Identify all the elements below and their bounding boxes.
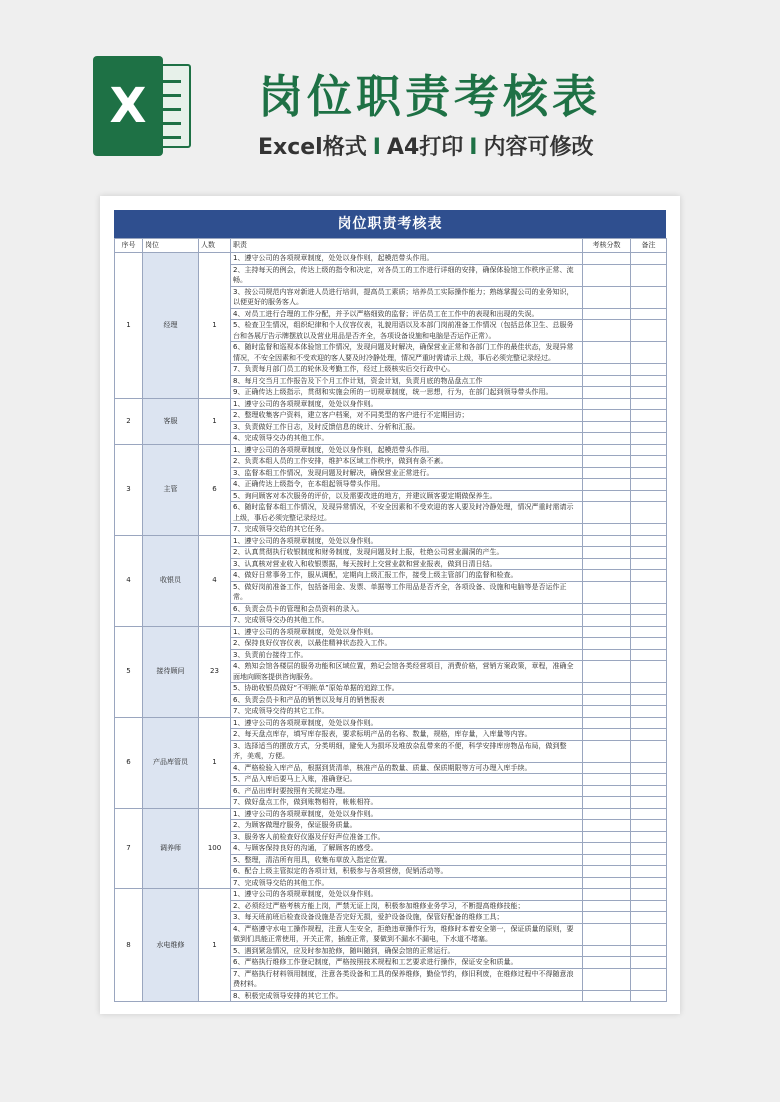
- duty-cell: 5、产品入库后要马上入账，准确登记。: [231, 774, 583, 786]
- hero-subtitle: [258, 130, 593, 161]
- table-row: [115, 717, 667, 729]
- note-cell[interactable]: [631, 410, 667, 422]
- note-cell[interactable]: [631, 889, 667, 901]
- duty-cell: 1、遵守公司的各项规章制度，处处以身作则。: [231, 398, 583, 410]
- note-cell[interactable]: [631, 957, 667, 969]
- score-cell[interactable]: [583, 398, 631, 410]
- post-name: 产品库管员: [143, 717, 199, 808]
- duty-cell: 3、选择适当的摆放方式，分类明细，避免人为损坏及堆放杂乱带来的不便，科学安排库房物品布局，做到整齐，美观，方便。: [231, 740, 583, 762]
- sheet-title: 岗位职责考核表: [114, 210, 666, 238]
- duty-cell: 7、完成领导交办的其他工作。: [231, 615, 583, 627]
- note-cell[interactable]: [631, 467, 667, 479]
- score-cell[interactable]: [583, 683, 631, 695]
- score-cell[interactable]: [583, 808, 631, 820]
- post-name: 接待顾问: [143, 626, 199, 717]
- duty-cell: 9、正确传达上级指示，贯彻和实施会所的一切规章制度，统一思想，行为，在部门起到领导带头作用。: [231, 387, 583, 399]
- score-cell[interactable]: [583, 774, 631, 786]
- score-cell[interactable]: [583, 479, 631, 491]
- duty-cell: 7、负责每月部门员工的轮休及考勤工作，经过上级核实后交行政中心。: [231, 364, 583, 376]
- note-cell[interactable]: [631, 286, 667, 308]
- score-cell[interactable]: [583, 638, 631, 650]
- note-cell[interactable]: [631, 683, 667, 695]
- row-number: 3: [115, 444, 143, 535]
- score-cell[interactable]: [583, 264, 631, 286]
- score-cell[interactable]: [583, 889, 631, 901]
- table-row: [115, 253, 667, 265]
- score-cell[interactable]: [583, 820, 631, 832]
- note-cell[interactable]: [631, 923, 667, 945]
- duty-cell: 4、严格检验入库产品，根据到货清单，核准产品的数量、质量、保质期限等方可办理入库手续。: [231, 762, 583, 774]
- duty-cell: 2、必须经过严格考核方能上岗，严禁无证上岗，积极参加维修业务学习，不断提高维修技能；: [231, 900, 583, 912]
- score-cell[interactable]: [583, 706, 631, 718]
- score-cell[interactable]: [583, 957, 631, 969]
- score-cell[interactable]: [583, 615, 631, 627]
- note-cell[interactable]: [631, 740, 667, 762]
- table-row: [115, 626, 667, 638]
- note-cell[interactable]: [631, 831, 667, 843]
- duty-cell: 5、整理，清洁所有用具，收集布草放入指定位置。: [231, 854, 583, 866]
- row-number: 5: [115, 626, 143, 717]
- note-cell[interactable]: [631, 524, 667, 536]
- note-cell[interactable]: [631, 433, 667, 445]
- table-row: [115, 808, 667, 820]
- duty-cell: 7、严格执行材料领用制度，注意各类设备和工具的保养维修，勤俭节约，修旧利废，在维修过程中不得随意浪费材料。: [231, 968, 583, 990]
- score-cell[interactable]: [583, 785, 631, 797]
- score-cell[interactable]: [583, 912, 631, 924]
- note-cell[interactable]: [631, 808, 667, 820]
- row-number: 7: [115, 808, 143, 889]
- subtitle-separator: I: [372, 135, 381, 160]
- subtitle-print: A4打印: [386, 135, 464, 160]
- note-cell[interactable]: [631, 558, 667, 570]
- note-cell[interactable]: [631, 479, 667, 491]
- note-cell[interactable]: [631, 320, 667, 342]
- table-row: [115, 444, 667, 456]
- note-cell[interactable]: [631, 900, 667, 912]
- score-cell[interactable]: [583, 831, 631, 843]
- duty-cell: 4、与顾客保持良好的沟通，了解顾客的感受。: [231, 843, 583, 855]
- note-cell[interactable]: [631, 444, 667, 456]
- score-cell[interactable]: [583, 854, 631, 866]
- duty-cell: 2、负责本组人员的工作安排，维护本区域工作秩序，做到有条不紊。: [231, 456, 583, 468]
- note-cell[interactable]: [631, 535, 667, 547]
- note-cell[interactable]: [631, 785, 667, 797]
- score-cell[interactable]: [583, 603, 631, 615]
- note-cell[interactable]: [631, 603, 667, 615]
- note-cell[interactable]: [631, 945, 667, 957]
- row-number: 8: [115, 889, 143, 1002]
- excel-icon: [93, 56, 193, 156]
- note-cell[interactable]: [631, 661, 667, 683]
- row-number: 2: [115, 398, 143, 444]
- note-cell[interactable]: [631, 866, 667, 878]
- note-cell[interactable]: [631, 581, 667, 603]
- score-cell[interactable]: [583, 558, 631, 570]
- duty-cell: 6、随时监督本组工作情况，及现异常情况，不安全因素和不受欢迎的客人要及时冷静处理，情况严重时需请示上级，事后必须完整记录经过。: [231, 502, 583, 524]
- score-cell[interactable]: [583, 729, 631, 741]
- duty-cell: 1、遵守公司的各项规章制度，处处以身作则。: [231, 808, 583, 820]
- subtitle-format: Excel格式: [258, 135, 367, 160]
- duty-cell: 1、遵守公司的各项规章制度，处处以身作则。: [231, 889, 583, 901]
- note-cell[interactable]: [631, 547, 667, 559]
- duty-cell: 5、做好岗前准备工作，包括备用金、发票、单据等工作用品是否齐全，各项设备、设施和电脑等是否运作正常。: [231, 581, 583, 603]
- score-cell[interactable]: [583, 456, 631, 468]
- duty-cell: 6、负责会员卡的管理和会员资料的录入。: [231, 603, 583, 615]
- duty-cell: 2、保持良好仪容仪表，以最佳精神状态投入工作。: [231, 638, 583, 650]
- headcount: 4: [199, 535, 231, 626]
- duty-cell: 3、每天班前班后检查设备设施是否完好无损，爱护设备设施，保管好配备的维修工具；: [231, 912, 583, 924]
- excel-letter: X: [93, 56, 163, 156]
- score-cell[interactable]: [583, 797, 631, 809]
- score-cell[interactable]: [583, 253, 631, 265]
- score-cell[interactable]: [583, 410, 631, 422]
- note-cell[interactable]: [631, 968, 667, 990]
- duty-cell: 7、完成领导交给的其它任务。: [231, 524, 583, 536]
- note-cell[interactable]: [631, 421, 667, 433]
- score-cell[interactable]: [583, 535, 631, 547]
- table-row: [115, 398, 667, 410]
- note-cell[interactable]: [631, 638, 667, 650]
- duty-cell: 4、完成领导交办的其他工作。: [231, 433, 583, 445]
- note-cell[interactable]: [631, 717, 667, 729]
- score-cell[interactable]: [583, 547, 631, 559]
- headcount: 6: [199, 444, 231, 535]
- duty-cell: 1、遵守公司的各项规章制度，处处以身作则，起模范带头作用。: [231, 253, 583, 265]
- row-number: 6: [115, 717, 143, 808]
- score-cell[interactable]: [583, 762, 631, 774]
- score-cell[interactable]: [583, 843, 631, 855]
- score-cell[interactable]: [583, 342, 631, 364]
- note-cell[interactable]: [631, 264, 667, 286]
- duty-cell: 6、配合上级主管拟定的各项计划，积极参与各项营傍，促销活动等。: [231, 866, 583, 878]
- note-cell[interactable]: [631, 364, 667, 376]
- hero-banner: [0, 0, 780, 190]
- score-cell[interactable]: [583, 308, 631, 320]
- score-cell[interactable]: [583, 990, 631, 1002]
- note-cell[interactable]: [631, 820, 667, 832]
- duty-cell: 1、遵守公司的各项规章制度，处处以身作则。: [231, 626, 583, 638]
- headcount: 1: [199, 253, 231, 399]
- note-cell[interactable]: [631, 615, 667, 627]
- duty-cell: 7、完成领导交给的其他工作。: [231, 877, 583, 889]
- score-cell[interactable]: [583, 433, 631, 445]
- note-cell[interactable]: [631, 854, 667, 866]
- duty-table: [114, 238, 667, 1002]
- post-name: 经理: [143, 253, 199, 399]
- headcount: 1: [199, 398, 231, 444]
- header-no: 序号: [115, 239, 143, 253]
- spreadsheet-page: [100, 196, 680, 1014]
- duty-cell: 4、严格遵守水电工操作规程，注意人生安全，拒绝违章操作行为，维修时本着安全第一，保证质量的原则，要做到们具能正常使用，开关正常，插座正常，要做到不漏水不漏电，下水道不堵塞。: [231, 923, 583, 945]
- score-cell[interactable]: [583, 649, 631, 661]
- note-cell[interactable]: [631, 649, 667, 661]
- note-cell[interactable]: [631, 570, 667, 582]
- score-cell[interactable]: [583, 364, 631, 376]
- note-cell[interactable]: [631, 342, 667, 364]
- duty-cell: 8、积极完成领导安排的其它工作。: [231, 990, 583, 1002]
- score-cell[interactable]: [583, 421, 631, 433]
- score-cell[interactable]: [583, 694, 631, 706]
- score-cell[interactable]: [583, 320, 631, 342]
- hero-title: 岗位职责考核表: [258, 70, 602, 123]
- duty-cell: 7、完成领导交待的其它工作。: [231, 706, 583, 718]
- note-cell[interactable]: [631, 490, 667, 502]
- note-cell[interactable]: [631, 912, 667, 924]
- headcount: 23: [199, 626, 231, 717]
- score-cell[interactable]: [583, 717, 631, 729]
- header-post: 岗位: [143, 239, 199, 253]
- note-cell[interactable]: [631, 398, 667, 410]
- note-cell[interactable]: [631, 694, 667, 706]
- table-body: [115, 253, 667, 1002]
- note-cell[interactable]: [631, 843, 667, 855]
- score-cell[interactable]: [583, 866, 631, 878]
- header-row: [115, 239, 667, 253]
- note-cell[interactable]: [631, 308, 667, 320]
- duty-cell: 4、正确传达上级指令，在本组起领导带头作用。: [231, 479, 583, 491]
- post-name: 客服: [143, 398, 199, 444]
- score-cell[interactable]: [583, 490, 631, 502]
- header-note: 备注: [631, 239, 667, 253]
- score-cell[interactable]: [583, 968, 631, 990]
- duty-cell: 5、协助收银员做好“不明帐单”原始单据的追踪工作。: [231, 683, 583, 695]
- post-name: 主管: [143, 444, 199, 535]
- row-number: 1: [115, 253, 143, 399]
- duty-cell: 5、遇到紧急情况，应及时参加抢修，随叫随到，确保会馆的正常运行。: [231, 945, 583, 957]
- subtitle-editable: 内容可修改: [483, 135, 594, 160]
- duty-cell: 8、每月交当月工作报告及下个月工作计划，资金计划，负责月底的物品盘点工作: [231, 375, 583, 387]
- table-row: [115, 889, 667, 901]
- note-cell[interactable]: [631, 762, 667, 774]
- duty-cell: 1、遵守公司的各项规章制度，处处以身作则，起模范带头作用。: [231, 444, 583, 456]
- header-count: 人数: [199, 239, 231, 253]
- score-cell[interactable]: [583, 581, 631, 603]
- note-cell[interactable]: [631, 253, 667, 265]
- header-score: 考核分数: [583, 239, 631, 253]
- duty-cell: 6、严格执行维修工作登记制度，严格按照技术规程和工艺要求进行操作，保证安全和质量。: [231, 957, 583, 969]
- note-cell[interactable]: [631, 774, 667, 786]
- note-cell[interactable]: [631, 626, 667, 638]
- row-number: 4: [115, 535, 143, 626]
- duty-cell: 6、随时监督和巡视本体验馆工作情况，发现问题及时解决，确保营业正常和各部门工作的最佳状态，发现异常情况，不安全因素和不受欢迎的客人要及时冷静处理，情况严重时需请示上级，事后必须完整记录经过。: [231, 342, 583, 364]
- duty-cell: 6、产品出库时要按照有关规定办理。: [231, 785, 583, 797]
- duty-cell: 1、遵守公司的各项规章制度，处处以身作则。: [231, 717, 583, 729]
- score-cell[interactable]: [583, 923, 631, 945]
- duty-cell: 3、按公司规范内容对新进人员进行培训，提高员工素质；培养员工实际操作能力；熟练掌握公司的业务知识，以便更好的服务客人。: [231, 286, 583, 308]
- duty-cell: 2、为顾客做理疗服务，保证服务质量。: [231, 820, 583, 832]
- duty-cell: 3、负责做好工作日志，及时反馈信息的统计、分析和汇报。: [231, 421, 583, 433]
- score-cell[interactable]: [583, 387, 631, 399]
- headcount: 1: [199, 889, 231, 1002]
- duty-cell: 4、对员工进行合理的工作分配，并予以严格细致的监督；评估员工在工作中的表现和出现的失误。: [231, 308, 583, 320]
- duty-cell: 2、主持每天的例会，传达上级的指令和决定，对各员工的工作进行详细的安排，确保体验馆工作秩序正常、流畅。: [231, 264, 583, 286]
- headcount: 1: [199, 717, 231, 808]
- duty-cell: 3、服务客人前检查好仪器及仔好声位准备工作。: [231, 831, 583, 843]
- duty-cell: 3、负责前台接待工作。: [231, 649, 583, 661]
- note-cell[interactable]: [631, 456, 667, 468]
- score-cell[interactable]: [583, 502, 631, 524]
- duty-cell: 3、认真核对营业收入和收银票据，每天按时上交营业款和营业报表，做到日清日结。: [231, 558, 583, 570]
- score-cell[interactable]: [583, 877, 631, 889]
- note-cell[interactable]: [631, 375, 667, 387]
- post-name: 收银员: [143, 535, 199, 626]
- duty-cell: 5、检查卫生情况，组织纪律和个人仪容仪表，礼貌用语以及本部门岗前准备工作情况（包括总体卫生、总服务台和各展厅告示牌摆放以及营业用品是否齐全，各项设备设施和电脑是否运作正常）。: [231, 320, 583, 342]
- note-cell[interactable]: [631, 729, 667, 741]
- score-cell[interactable]: [583, 661, 631, 683]
- note-cell[interactable]: [631, 990, 667, 1002]
- duty-cell: 6、负责会员卡和产品的销售以及每月的销售报表: [231, 694, 583, 706]
- score-cell[interactable]: [583, 524, 631, 536]
- subtitle-separator: I: [469, 135, 478, 160]
- score-cell[interactable]: [583, 626, 631, 638]
- note-cell[interactable]: [631, 387, 667, 399]
- note-cell[interactable]: [631, 797, 667, 809]
- duty-cell: 1、遵守公司的各项规章制度，处处以身作则。: [231, 535, 583, 547]
- score-cell[interactable]: [583, 375, 631, 387]
- headcount: 100: [199, 808, 231, 889]
- note-cell[interactable]: [631, 502, 667, 524]
- score-cell[interactable]: [583, 570, 631, 582]
- post-name: 水电维修: [143, 889, 199, 1002]
- score-cell[interactable]: [583, 740, 631, 762]
- note-cell[interactable]: [631, 877, 667, 889]
- header-duty: 职责: [231, 239, 583, 253]
- score-cell[interactable]: [583, 900, 631, 912]
- score-cell[interactable]: [583, 945, 631, 957]
- duty-cell: 5、询问顾客对本次服务的评价，以及需要改进的地方，并建议顾客要定期做保养生。: [231, 490, 583, 502]
- duty-cell: 4、做好日常事务工作，服从调配，定期向上级汇报工作，接受上级主管部门的监督和检查。: [231, 570, 583, 582]
- duty-cell: 2、整理收集客户资料，建立客户档案，对不同类型的客户进行不定期回访；: [231, 410, 583, 422]
- duty-cell: 7、做好盘点工作，做到账物相符，帐帐相符。: [231, 797, 583, 809]
- note-cell[interactable]: [631, 706, 667, 718]
- duty-cell: 2、每天盘点库存，填写库存报表，要求标明产品的名称、数量，规格，库存量，入库量等内容。: [231, 729, 583, 741]
- score-cell[interactable]: [583, 286, 631, 308]
- post-name: 调养师: [143, 808, 199, 889]
- duty-cell: 2、认真贯彻执行收银制度和财务制度，发现问题及时上报，杜绝公司营业漏洞的产生。: [231, 547, 583, 559]
- duty-cell: 4、熟知会馆各楼层的服务功能和区域位置，熟记会馆各类经营项目，消费价格，营销方案政策，章程，准确全面地向顾客提供咨询服务。: [231, 661, 583, 683]
- table-row: [115, 535, 667, 547]
- duty-cell: 3、监督本组工作情况，发现问题及时解决，确保营业正常进行。: [231, 467, 583, 479]
- score-cell[interactable]: [583, 444, 631, 456]
- score-cell[interactable]: [583, 467, 631, 479]
